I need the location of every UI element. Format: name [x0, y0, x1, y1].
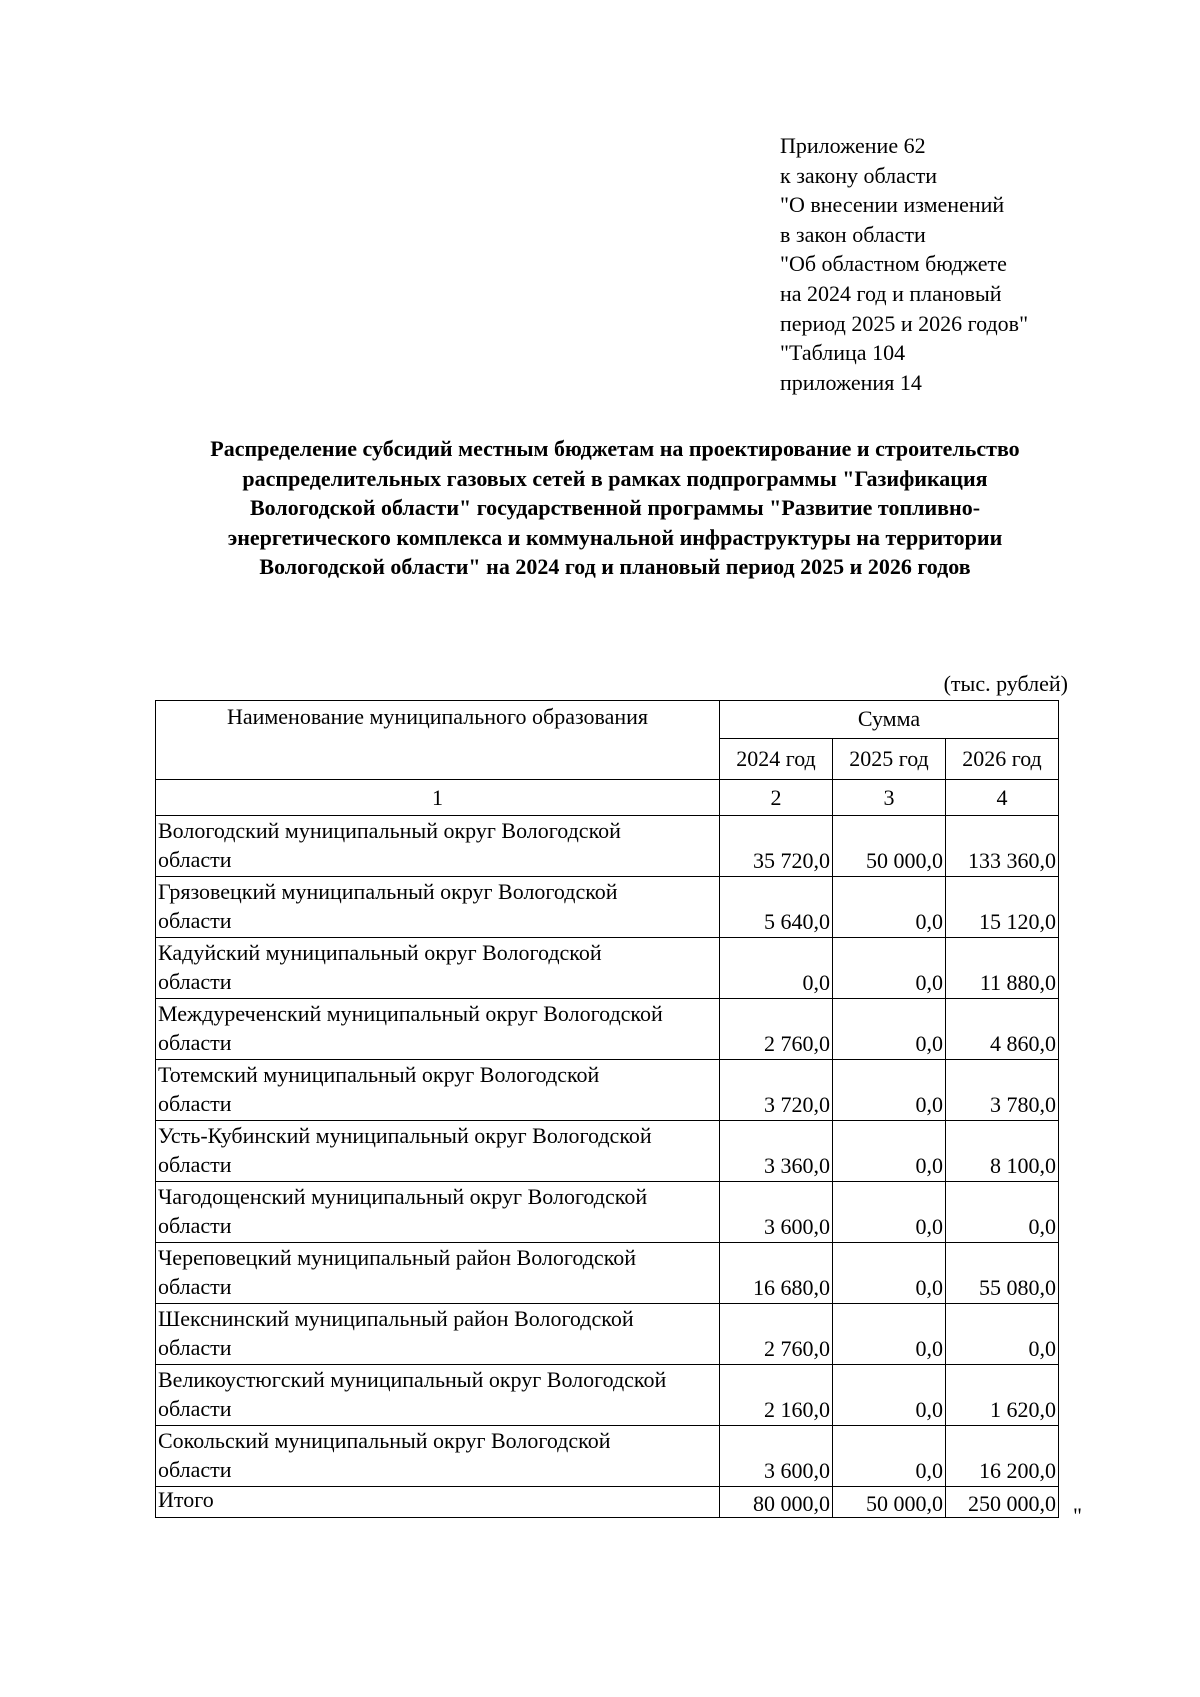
amount-2024: 3 600,0 — [720, 1182, 833, 1243]
municipality-name-line: Междуреченский муниципальный округ Вологодской — [158, 1001, 663, 1026]
header-year-2024: 2024 год — [720, 738, 833, 779]
municipality-name — [156, 816, 720, 877]
total-label: Итого — [156, 1487, 720, 1518]
amount-2025: 0,0 — [833, 1426, 946, 1487]
amount-2025: 0,0 — [833, 1365, 946, 1426]
amount-2025: 0,0 — [833, 877, 946, 938]
header-year-2026: 2026 год — [946, 738, 1059, 779]
amount-2024: 3 720,0 — [720, 1060, 833, 1121]
amount-2024: 5 640,0 — [720, 877, 833, 938]
title-line: распределительных газовых сетей в рамках подпрограммы "Газификация — [242, 465, 988, 491]
municipality-name-line: области — [158, 1091, 232, 1116]
municipality-name — [156, 877, 720, 938]
municipality-name-line: Усть-Кубинский муниципальный округ Вологодской — [158, 1123, 652, 1148]
table-row — [156, 1243, 1059, 1304]
total-row — [156, 1487, 1059, 1518]
title-line: Вологодской области" государственной программы "Развитие топливно- — [249, 495, 981, 520]
amount-2025: 0,0 — [833, 938, 946, 999]
municipality-name-line: Вологодский муниципальный округ Вологодской — [158, 818, 621, 843]
municipality-name — [156, 1060, 720, 1121]
municipality-name-line: Великоустюгский муниципальный округ Вологодской — [158, 1367, 667, 1392]
title-line: Распределение субсидий местным бюджетам на проектирование и строительство — [210, 436, 1020, 461]
title-line: энергетического комплекса и коммунальной инфраструктуры на территории — [227, 524, 1003, 550]
municipality-name-line: области — [158, 1396, 232, 1421]
table-row — [156, 1426, 1059, 1487]
municipality-name-line: Чагодощенский муниципальный округ Вологодской — [158, 1184, 648, 1209]
column-index: 3 — [833, 780, 946, 816]
amount-2024: 0,0 — [720, 938, 833, 999]
municipality-name-line: области — [158, 1030, 232, 1055]
amount-2024: 2 760,0 — [720, 999, 833, 1060]
amount-2025: 0,0 — [833, 1304, 946, 1365]
amount-2026: 133 360,0 — [946, 816, 1059, 877]
appendix-line: на 2024 год и плановый — [780, 280, 1002, 306]
table-row — [156, 1060, 1059, 1121]
municipality-name-line: Шекснинский муниципальный район Вологодской — [158, 1306, 634, 1331]
amount-2025: 0,0 — [833, 1182, 946, 1243]
amount-2024: 3 360,0 — [720, 1121, 833, 1182]
amount-2025: 0,0 — [833, 999, 946, 1060]
appendix-line: "Об областном бюджете — [780, 251, 1007, 277]
amount-2024: 2 160,0 — [720, 1365, 833, 1426]
municipality-name-line: области — [158, 1274, 232, 1299]
title-line: Вологодской области" на 2024 год и плановый период 2025 и 2026 годов — [259, 554, 971, 579]
appendix-line: Приложение 62 — [780, 133, 926, 158]
amount-2026: 55 080,0 — [946, 1243, 1059, 1304]
column-index: 4 — [946, 780, 1059, 816]
total-2025: 50 000,0 — [833, 1487, 946, 1518]
total-2024: 80 000,0 — [720, 1487, 833, 1518]
municipality-name — [156, 1426, 720, 1487]
table-header-row — [156, 701, 1059, 739]
municipality-name-line: области — [158, 969, 232, 994]
amount-2024: 35 720,0 — [720, 816, 833, 877]
municipality-name — [156, 1365, 720, 1426]
municipality-name — [156, 1121, 720, 1182]
municipality-name-line: области — [158, 908, 232, 933]
table-row — [156, 1121, 1059, 1182]
header-sum: Сумма — [720, 701, 1059, 739]
municipality-name — [156, 999, 720, 1060]
table-row — [156, 1304, 1059, 1365]
table-row — [156, 938, 1059, 999]
municipality-name-line: Грязовецкий муниципальный округ Вологодской — [158, 879, 618, 904]
amount-2026: 8 100,0 — [946, 1121, 1059, 1182]
amount-2026: 3 780,0 — [946, 1060, 1059, 1121]
subsidies-table — [155, 700, 1059, 1518]
appendix-reference — [780, 131, 1080, 397]
table-row — [156, 877, 1059, 938]
municipality-name — [156, 1304, 720, 1365]
amount-2026: 15 120,0 — [946, 877, 1059, 938]
column-index: 1 — [156, 780, 720, 816]
amount-2025: 0,0 — [833, 1060, 946, 1121]
amount-2024: 2 760,0 — [720, 1304, 833, 1365]
municipality-name-line: Кадуйский муниципальный округ Вологодской — [158, 940, 602, 965]
table-row — [156, 816, 1059, 877]
amount-2025: 0,0 — [833, 1243, 946, 1304]
municipality-name-line: области — [158, 847, 232, 872]
units-label: (тыс. рублей) — [943, 671, 1068, 696]
table-row — [156, 1182, 1059, 1243]
municipality-name-line: области — [158, 1457, 232, 1482]
amount-2026: 11 880,0 — [946, 938, 1059, 999]
table-row — [156, 999, 1059, 1060]
municipality-name — [156, 1182, 720, 1243]
amount-2026: 1 620,0 — [946, 1365, 1059, 1426]
amount-2025: 50 000,0 — [833, 816, 946, 877]
header-municipality: Наименование муниципального образования — [156, 701, 720, 780]
table-row — [156, 1365, 1059, 1426]
amount-2026: 0,0 — [946, 1304, 1059, 1365]
column-index: 2 — [720, 780, 833, 816]
appendix-line: приложения 14 — [780, 369, 922, 395]
total-2026: 250 000,0 — [946, 1487, 1059, 1518]
closing-quote: " — [1073, 1503, 1082, 1528]
municipality-name — [156, 1243, 720, 1304]
header-year-2025: 2025 год — [833, 738, 946, 779]
municipality-name — [156, 938, 720, 999]
appendix-line: в закон области — [780, 221, 926, 247]
amount-2026: 16 200,0 — [946, 1426, 1059, 1487]
municipality-name-line: Череповецкий муниципальный район Вологодской — [158, 1245, 637, 1270]
appendix-line: "О внесении изменений — [780, 192, 1005, 218]
table-index-row — [156, 780, 1059, 816]
amount-2026: 0,0 — [946, 1182, 1059, 1243]
appendix-line: к закону области — [780, 162, 938, 188]
document-title — [150, 434, 1080, 582]
municipality-name-line: области — [158, 1335, 232, 1360]
municipality-name-line: Тотемский муниципальный округ Вологодской — [158, 1062, 600, 1087]
municipality-name-line: области — [158, 1213, 232, 1238]
appendix-line: период 2025 и 2026 годов" — [780, 310, 1029, 336]
appendix-line: "Таблица 104 — [780, 340, 906, 366]
amount-2024: 3 600,0 — [720, 1426, 833, 1487]
municipality-name-line: области — [158, 1152, 232, 1177]
amount-2026: 4 860,0 — [946, 999, 1059, 1060]
municipality-name-line: Сокольский муниципальный округ Вологодской — [158, 1428, 611, 1453]
amount-2025: 0,0 — [833, 1121, 946, 1182]
amount-2024: 16 680,0 — [720, 1243, 833, 1304]
